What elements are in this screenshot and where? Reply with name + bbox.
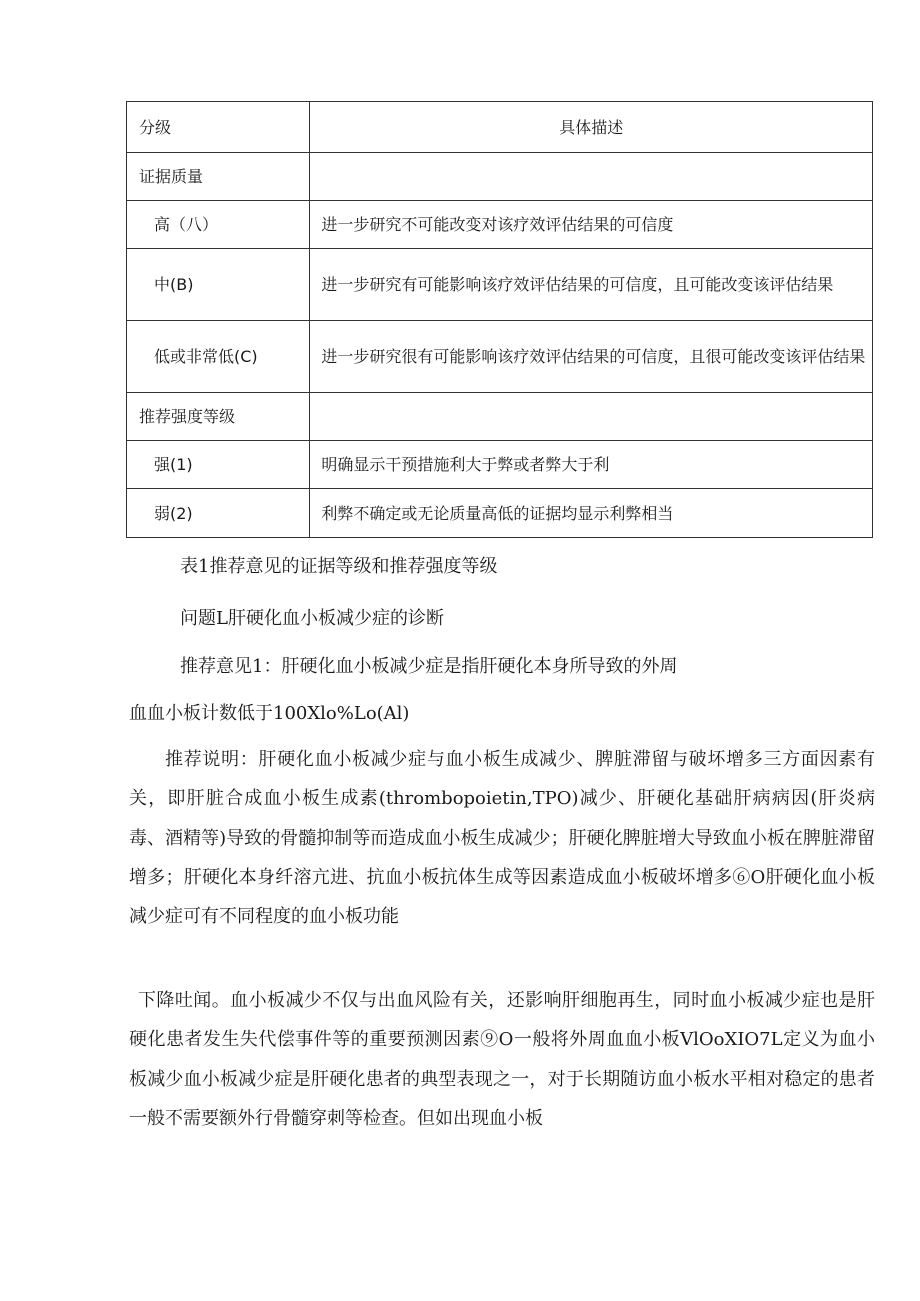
row-desc-cell [310, 153, 873, 201]
table-row [127, 489, 873, 538]
row-desc-cell: 明确显示干预措施利大于弊或者弊大于利 [310, 441, 873, 489]
table-row [127, 153, 873, 201]
explanation-paragraph-1: 推荐说明：肝硬化血小板减少症与血小板生成减少、脾脏滞留与破坏增多三方面因素有关，即肝脏合成血小板生成素(thrombopoietin,TPO)减少、肝硬化基础肝病病因(肝炎病毒、酒精等)导致的骨髓抑制等而造成血小板生成减少；肝硬化脾脏增大导致血小板在脾脏滞留增多；肝硬化本身纤溶亢进、抗血小板抗体生成等因素造成血小板破坏增多⑥O肝硬化血小板减少症可有不同程度的血小板功能 [129, 749, 875, 928]
recommendation-line-2: 血血小板计数低于100Xlo%Lo(Al) [129, 703, 410, 724]
row-label-cell: 证据质量 [127, 153, 310, 201]
row-desc-cell [310, 393, 873, 441]
row-label-cell: 中(B) [127, 249, 310, 321]
row-desc-cell: 进一步研究不可能改变对该疗效评估结果的可信度 [310, 201, 873, 249]
header-description-cell: 具体描述 [310, 102, 873, 153]
row-label-cell: 推荐强度等级 [127, 393, 310, 441]
table-row [127, 441, 873, 489]
recommendation-line-1: 推荐意见1：肝硬化血小板减少症是指肝硬化本身所导致的外周 [180, 656, 678, 677]
table-header-row [127, 102, 873, 153]
header-grade-cell: 分级 [127, 102, 310, 153]
table-row [127, 321, 873, 393]
table-row [127, 249, 873, 321]
row-desc-cell: 进一步研究有可能影响该疗效评估结果的可信度，且可能改变该评估结果 [310, 249, 873, 321]
table-row [127, 201, 873, 249]
table-row [127, 393, 873, 441]
explanation-paragraph-2: 下降吐闻。血小板减少不仅与出血风险有关，还影响肝细胞再生，同时血小板减少症也是肝硬化患者发生失代偿事件等的重要预测因素⑨O一般将外周血血小板VlOoXIO7L定义为血小板减少血小板减少症是肝硬化患者的典型表现之一，对于长期随访血小板水平相对稳定的患者一般不需要额外行骨髓穿刺等检查。但如出现血小板 [129, 990, 875, 1129]
row-desc-cell: 进一步研究很有可能影响该疗效评估结果的可信度，且很可能改变该评估结果 [310, 321, 873, 393]
row-label-cell: 弱(2) [127, 489, 310, 538]
row-label-cell: 强(1) [127, 441, 310, 489]
row-label-cell: 低或非常低(C) [127, 321, 310, 393]
row-desc-cell: 利弊不确定或无论质量高低的证据均显示利弊相当 [310, 489, 873, 538]
evidence-grade-table [126, 101, 873, 538]
table-caption: 表1推荐意见的证据等级和推荐强度等级 [180, 556, 498, 577]
question-title: 问题L肝硬化血小板减少症的诊断 [180, 608, 444, 629]
row-label-cell: 高（八） [127, 201, 310, 249]
